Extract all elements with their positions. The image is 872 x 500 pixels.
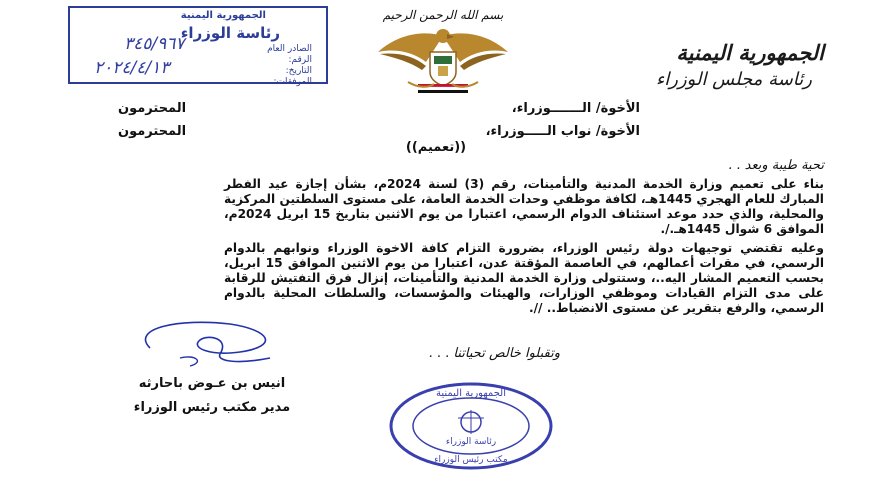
signatory-title: مدير مكتب رئيس الوزراء (133, 400, 291, 415)
stamp-fields (267, 44, 312, 88)
document-page (12, 0, 860, 500)
emblem-block (368, 8, 518, 98)
bismillah: بسم الله الرحمن الرحيم (382, 8, 504, 22)
stamp-outgoing-label: الصادر العام (267, 44, 312, 54)
addressee-deputy-ministers: الأخوة/ نواب الـــــوزراء، (485, 124, 640, 139)
eagle-emblem-icon (368, 22, 518, 96)
stamp-state-name: الجمهورية اليمنية (180, 10, 266, 21)
closing-line: وتقبلوا خالص تحياتنا . . . (428, 346, 560, 361)
official-round-stamp-icon (386, 372, 556, 470)
stamp-date-label: التاريخ: (285, 66, 312, 76)
svg-text:مكتب رئيس الوزراء: مكتب رئيس الوزراء (434, 455, 508, 465)
svg-text:الجمهورية اليمنية: الجمهورية اليمنية (435, 388, 507, 399)
state-name: الجمهورية اليمنية (676, 40, 824, 65)
addressee-deputy-honorific: المحترمون (118, 124, 187, 139)
greeting: تحية طيبة وبعد . . (728, 158, 824, 173)
stamp-number-label: الرقم: (288, 55, 312, 65)
stamp-office-name: رئاسة الوزراء (180, 24, 280, 42)
office-name: رئاسة مجلس الوزراء (655, 69, 812, 90)
addressee-ministers: الأخوة/ الـــــــوزراء، (511, 101, 640, 116)
registry-stamp (68, 6, 328, 87)
addressee-ministers-honorific: المحترمون (118, 101, 187, 116)
signatory-name: انيس بن عـوض باحارثه (138, 376, 286, 391)
body-paragraph-1: بناء على تعميم وزارة الخدمة المدنية والتأمينات، رقم (3) لسنة 2024م، بشأن إجازة عيد الفطر المبارك للعام الهجري 1445هـ، لكافة موظفي وحدات الخدمة العامة، على مستوى السلطتين المركزية والمحلية، والذي حدد موعد استئناف الدوام الرسمي، اعتبارا من يوم الاثنين بتاريخ 15 ابريل 2024م، الموافق 6 شوال 1445هـ./. (224, 177, 824, 236)
letter-body (224, 158, 824, 320)
stamp-date-value: ٢٠٢٤/٤/١٣ (94, 58, 170, 78)
letterhead (634, 40, 824, 90)
handwritten-signature-icon (120, 318, 290, 378)
svg-text:رئاسة الوزراء: رئاسة الوزراء (445, 437, 497, 447)
body-paragraph-2: وعليه تقتضي توجيهات دولة رئيس الوزراء، بضرورة التزام كافة الاخوة الوزراء ونوابهم بالدوام الرسمي، في مقرات أعمالهم، في العاصمة المؤقتة عدن، اعتبارا من يوم الاثنين الموافق 15 ابريل، بحسب التعميم المشار اليه..، وستتولى وزارة الخدمة المدنية والتأمينات، إنزال فرق التفتيش للرقابة على مدى التزام القيادات وموظفي الوزارات، والهيئات والمؤسسات، والسلطات المحلية بالدوام الرسمي، والرفع بتقرير عن مستوى الانضباط.. //. (224, 241, 824, 315)
circular-title: ((تعميم)) (405, 140, 467, 155)
stamp-attachments-label: المرفقات: (273, 77, 312, 87)
stamp-number-value: ٣٤٥/٩٦٧ (124, 34, 185, 54)
